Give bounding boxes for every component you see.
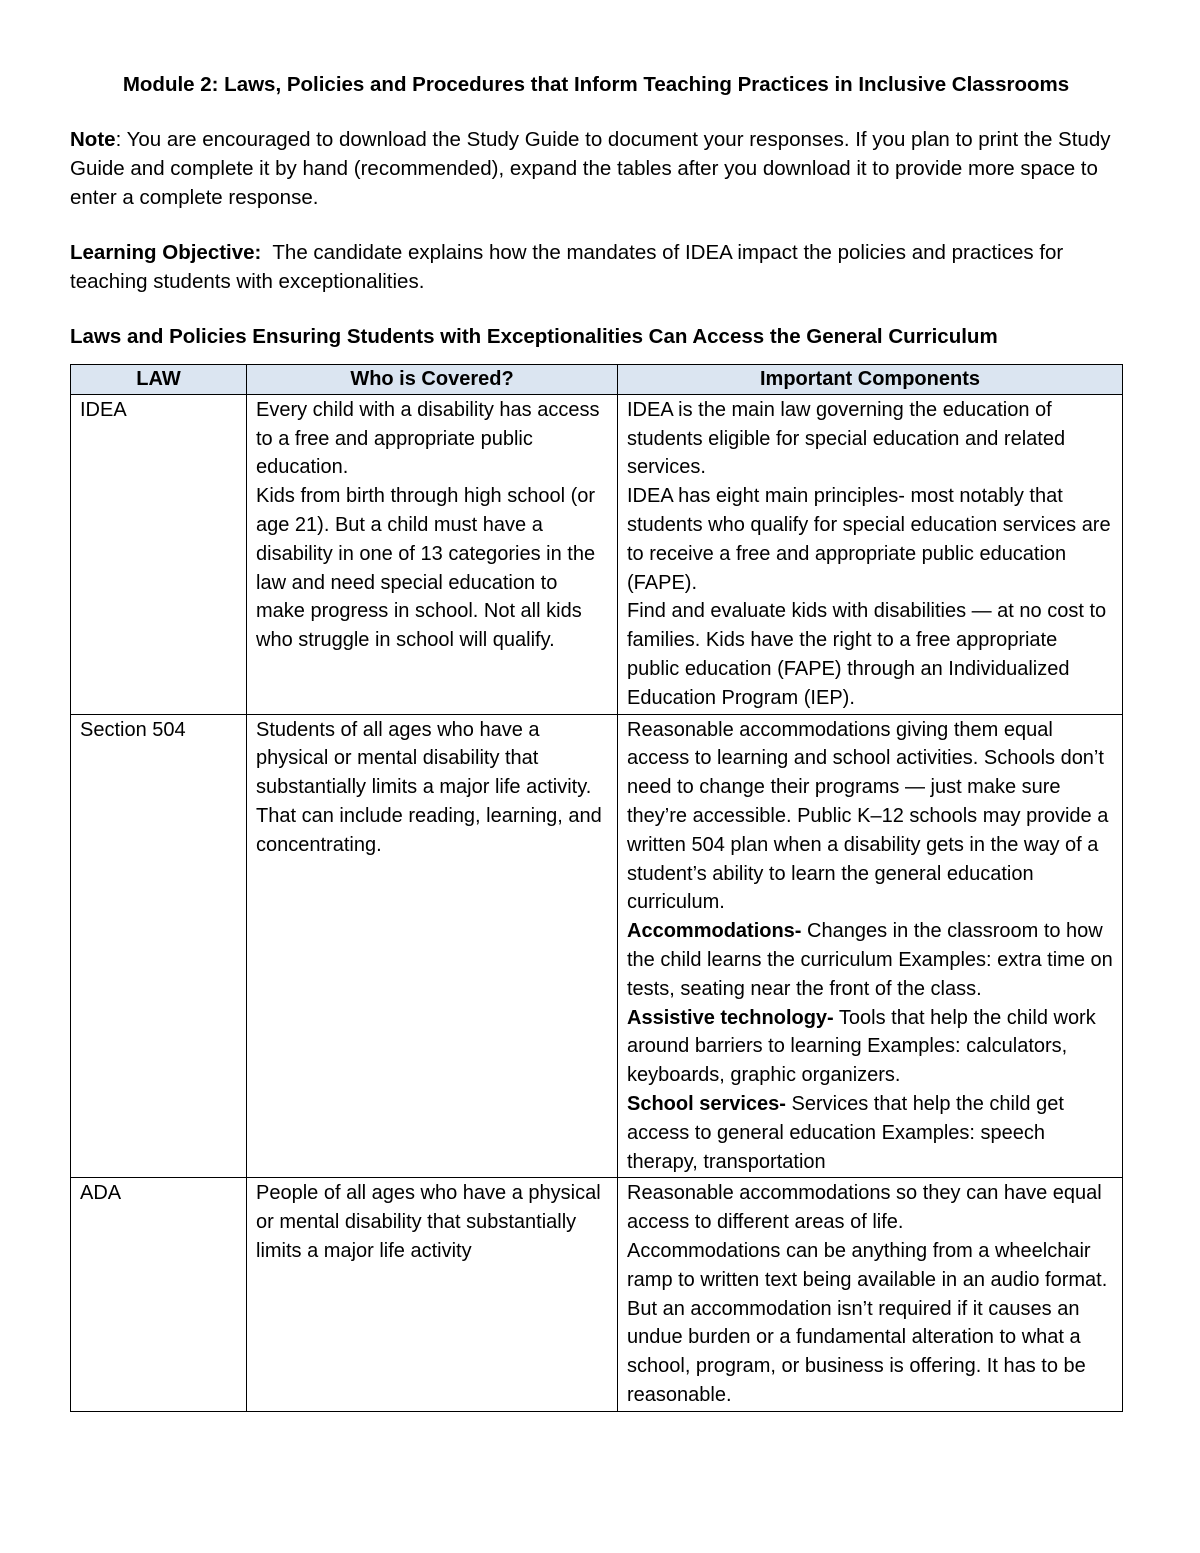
header-law: LAW (71, 365, 247, 395)
component-term-line (627, 1090, 1113, 1176)
covered-text: Students of all ages who have a physical or mental disability that substantially limits a major life activity. That can include reading, learning, and concentrating. (256, 718, 602, 856)
covered-cell (247, 714, 618, 1178)
law-cell: ADA (71, 1178, 247, 1411)
covered-cell (247, 1178, 618, 1411)
laws-table (70, 364, 1123, 1412)
component-term: Accommodations- (627, 920, 802, 943)
header-important-components: Important Components (618, 365, 1123, 395)
covered-text: Every child with a disability has access to a free and appropriate public education. (256, 398, 600, 479)
covered-cell (247, 394, 618, 714)
table-heading: Laws and Policies Ensuring Students with Exceptionalities Can Access the General Curriculum (70, 325, 998, 348)
component-term-text: Tools that help the child work around barriers to learning Examples: calculators, keyboards, graphic organizers. (627, 1006, 1096, 1087)
objective-label: Learning Objective: (70, 241, 262, 264)
note-text: : You are encouraged to download the Study Guide to document your responses. If you plan to print the Study Guide and complete it by hand (recommended), expand the tables after you download it to provide more space to enter a complete response. (70, 128, 1111, 209)
table-row (71, 394, 1123, 714)
table-header-row (71, 365, 1123, 395)
header-who-covered: Who is Covered? (247, 365, 618, 395)
document-page (70, 70, 1122, 1412)
components-text: IDEA has eight main principles- most notably that students who qualify for special education services are to receive a free and appropriate public education (FAPE). (627, 485, 1111, 594)
table-row (71, 714, 1123, 1178)
components-cell (618, 714, 1123, 1178)
document-title: Module 2: Laws, Policies and Procedures that Inform Teaching Practices in Inclusive Classrooms (122, 73, 1070, 96)
covered-text: Kids from birth through high school (or age 21). But a child must have a disability in one of 13 categories in the law and need special education to make progress in school. Not all kids who struggle in school will qualify. (256, 485, 596, 652)
note-label: Note (70, 128, 116, 151)
components-text: Find and evaluate kids with disabilities — at no cost to families. Kids have the right to a free appropriate public education (FAPE) through an Individualized Education Program (IEP). (627, 600, 1107, 709)
table-row (71, 1178, 1123, 1411)
objective-paragraph (70, 238, 1122, 296)
covered-text: People of all ages who have a physical or mental disability that substantially limits a major life activity (256, 1182, 601, 1262)
components-text: Reasonable accommodations so they can have equal access to different areas of life. (627, 1182, 1102, 1234)
note-paragraph (70, 125, 1122, 212)
components-cell (618, 1178, 1123, 1411)
components-text: Reasonable accommodations giving them equal access to learning and school activities. Schools don’t need to change their programs — just make sure they’re accessible. Public K–12 schools may provide a written 504 plan when a disability gets in the way of a student’s ability to learn the general education curriculum. (627, 718, 1109, 914)
component-term: Assistive technology- (627, 1006, 834, 1029)
law-cell: Section 504 (71, 714, 247, 1178)
objective-text: The candidate explains how the mandates of IDEA impact the policies and practices for teaching students with exceptionalities. (70, 241, 1069, 293)
law-cell: IDEA (71, 394, 247, 714)
components-text: Accommodations can be anything from a wheelchair ramp to written text being available in an audio format. But an accommodation isn’t required if it causes an undue burden or a fundamental alteration to what a school, program, or business is offering. It has to be reasonable. (627, 1239, 1108, 1406)
component-term: School services- (627, 1092, 786, 1115)
component-term-line (627, 917, 1113, 1003)
component-term-text: Changes in the classroom to how the child learns the curriculum Examples: extra time on tests, seating near the front of the class. (627, 920, 1113, 1000)
component-term-text: Services that help the child get access to general education Examples: speech therapy, transportation (627, 1092, 1064, 1173)
component-term-line (627, 1004, 1113, 1090)
components-cell (618, 394, 1123, 714)
components-text: IDEA is the main law governing the education of students eligible for special education and related services. (627, 398, 1066, 479)
